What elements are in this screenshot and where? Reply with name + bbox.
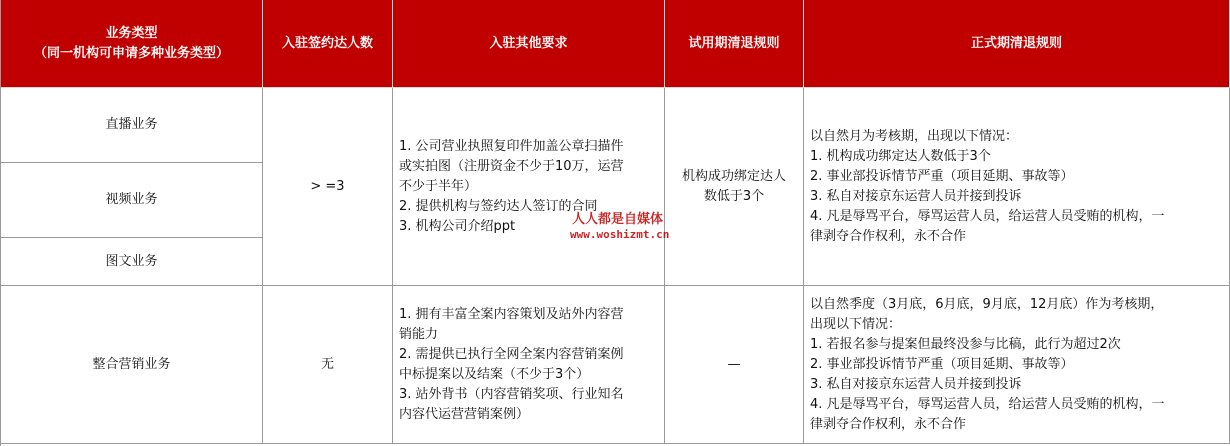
trial-rule-line: 数低于3个 (703, 188, 765, 204)
group1-trial-rule (665, 88, 804, 286)
requirement-line: 2. 提供机构与签约达人签订的合同 (399, 198, 598, 214)
business-type-video (1, 163, 263, 238)
requirement-line: 或实拍图（注册资金不少于10万，运营 (399, 158, 624, 174)
group1-other-requirements (393, 88, 665, 286)
formal-rule-line: 以自然月为考核期，出现以下情况： (810, 128, 1019, 144)
requirement-line: 销能力 (399, 326, 439, 342)
formal-rule-line: 2. 事业部投诉情节严重（项目延期、事故等） (810, 168, 1074, 184)
group2-signed-count (263, 286, 393, 444)
group1-formal-rule (804, 88, 1230, 286)
header-other-requirements-label: 入驻其他要求 (489, 35, 568, 51)
formal-rule-line: 1. 若报名参与提案但最终没参与比稿，此行为超过2次 (810, 336, 1121, 352)
business-type-live (1, 88, 263, 163)
trial-rule-line: 机构成功绑定达人 (681, 168, 786, 184)
header-signed-count (263, 0, 393, 88)
group2-signed-count-value: 无 (320, 356, 334, 372)
requirement-line: 3. 站外背书（内容营销奖项、行业知名 (399, 386, 624, 402)
business-type-integrated-marketing-label: 整合营销业务 (92, 356, 171, 372)
business-type-live-label: 直播业务 (105, 117, 158, 132)
group2-trial-rule (665, 286, 804, 444)
header-formal-rule (804, 0, 1230, 88)
group1-signed-count-value: > =3 (310, 178, 345, 194)
header-other-requirements (393, 0, 665, 88)
formal-rule-line: 律剥夺合作权利，永不合作 (810, 228, 967, 244)
requirement-line: 不少于半年） (399, 178, 478, 194)
formal-rule-line: 4. 凡是辱骂平台，辱骂运营人员，给运营人员受贿的机构，一 (810, 396, 1165, 412)
formal-rule-line: 3. 私自对接京东运营人员并接到投诉 (810, 188, 1022, 204)
group2-other-requirements (393, 286, 665, 444)
header-signed-count-label: 入驻签约达人数 (281, 35, 373, 51)
business-type-article-label: 图文业务 (105, 253, 158, 269)
requirement-line: 中标提案以及结案（不少于3个） (399, 366, 590, 382)
watermark-url: www.woshizmt.cn (570, 228, 670, 241)
requirement-line: 2. 需提供已执行全网全案内容营销案例 (399, 346, 624, 362)
requirement-line: 1. 拥有丰富全案内容策划及站外内容营 (399, 306, 624, 322)
requirement-line: 1. 公司营业执照复印件加盖公章扫描件 (399, 138, 624, 154)
header-business-type-line2: （同一机构可申请多种业务类型） (33, 45, 229, 61)
requirement-line: 内容代运营营销案例） (399, 406, 530, 422)
group2-trial-rule-value: — (727, 356, 741, 372)
formal-rule-line: 1. 机构成功绑定达人数低于3个 (810, 148, 991, 164)
header-trial-rule (665, 0, 804, 88)
formal-rule-line: 以自然季度（3月底，6月底，9月底，12月底）作为考核期， (810, 296, 1164, 312)
header-formal-rule-label: 正式期清退规则 (970, 35, 1062, 51)
header-business-type (1, 0, 263, 88)
header-trial-rule-label: 试用期清退规则 (688, 35, 780, 51)
requirement-line: 3. 机构公司介绍ppt (399, 218, 516, 234)
formal-rule-line: 律剥夺合作权利，永不合作 (810, 416, 967, 432)
group2-formal-rule (804, 286, 1230, 444)
business-type-video-label: 视频业务 (105, 192, 158, 207)
business-type-article (1, 238, 263, 286)
group1-signed-count (263, 88, 393, 286)
watermark-text: 人人都是自媒体 (572, 212, 664, 227)
business-type-integrated-marketing (1, 286, 263, 444)
formal-rule-line: 3. 私自对接京东运营人员并接到投诉 (810, 376, 1022, 392)
formal-rule-line: 4. 凡是辱骂平台，辱骂运营人员，给运营人员受贿的机构，一 (810, 208, 1165, 224)
header-business-type-line1: 业务类型 (105, 25, 158, 41)
formal-rule-line: 出现以下情况： (810, 316, 902, 332)
formal-rule-line: 2. 事业部投诉情节严重（项目延期、事故等） (810, 356, 1074, 372)
